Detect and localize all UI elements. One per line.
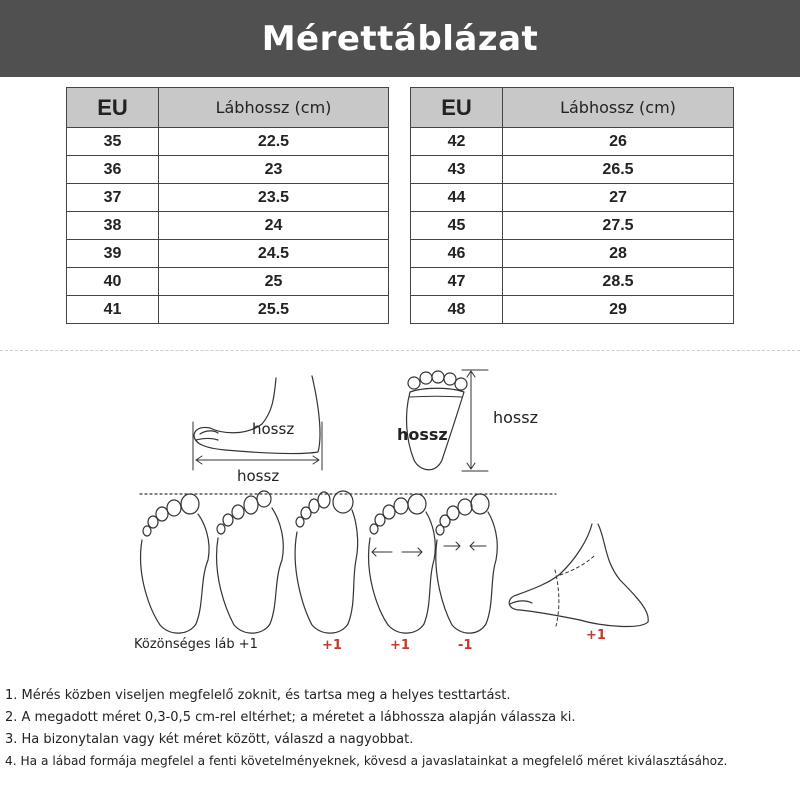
note-2: 2. A megadott méret 0,3-0,5 cm-rel eltérhet; a méretet a lábhossza alapján válassza ki. — [5, 710, 576, 725]
foot-length-cell: 23.5 — [159, 184, 389, 212]
eu-size-cell: 35 — [67, 128, 159, 156]
foot-length-cell: 26 — [503, 128, 734, 156]
adjust-label: +1 — [390, 638, 410, 653]
column-header-length: Lábhossz (cm) — [159, 88, 389, 128]
foot-length-cell: 25.5 — [159, 296, 389, 324]
eu-size-cell: 44 — [411, 184, 503, 212]
eu-size-cell: 36 — [67, 156, 159, 184]
eu-size-cell: 41 — [67, 296, 159, 324]
foot-length-cell: 24.5 — [159, 240, 389, 268]
eu-size-cell: 37 — [67, 184, 159, 212]
foot-length-cell: 28.5 — [503, 268, 734, 296]
foot-length-cell: 27.5 — [503, 212, 734, 240]
narrow-foot-outline-icon — [436, 494, 497, 633]
note-4: 4. Ha a lábad formája megfelel a fenti követelményeknek, kövesd a javaslatainkat a megfelelő méret kiválasztásához. — [5, 754, 728, 768]
greek-foot-outline-icon — [217, 491, 284, 633]
eu-size-cell: 43 — [411, 156, 503, 184]
high-instep-foot-icon — [509, 524, 648, 626]
eu-size-cell: 48 — [411, 296, 503, 324]
eu-size-cell: 47 — [411, 268, 503, 296]
column-header-length: Lábhossz (cm) — [503, 88, 734, 128]
foot-length-cell: 22.5 — [159, 128, 389, 156]
wide-foot-outline-icon — [369, 494, 436, 633]
foot-length-cell: 25 — [159, 268, 389, 296]
note-1: 1. Mérés közben viseljen megfelelő zoknit, és tartsa meg a helyes testtartást. — [5, 688, 511, 703]
foot-length-cell: 26.5 — [503, 156, 734, 184]
side-length-label: hossz — [252, 420, 295, 438]
foot-length-cell: 29 — [503, 296, 734, 324]
eu-size-cell: 42 — [411, 128, 503, 156]
page-title: Mérettáblázat — [261, 18, 539, 59]
adjust-label: +1 — [322, 638, 342, 653]
common-foot-outline-icon — [141, 494, 210, 633]
foot-length-cell: 24 — [159, 212, 389, 240]
adjust-label: +1 — [586, 628, 606, 643]
column-header-eu: EU — [411, 88, 503, 128]
foot-length-cell: 27 — [503, 184, 734, 212]
eu-size-cell: 38 — [67, 212, 159, 240]
column-header-eu: EU — [67, 88, 159, 128]
adjust-label: -1 — [458, 638, 473, 653]
eu-size-cell: 39 — [67, 240, 159, 268]
foot-length-cell: 23 — [159, 156, 389, 184]
note-3: 3. Ha bizonytalan vagy két méret között, válaszd a nagyobbat. — [5, 732, 414, 747]
foot-length-cell: 28 — [503, 240, 734, 268]
eu-size-cell: 45 — [411, 212, 503, 240]
sole-view-foot-icon — [407, 370, 488, 471]
square-foot-outline-icon — [295, 491, 358, 633]
eu-size-cell: 40 — [67, 268, 159, 296]
eu-size-cell: 46 — [411, 240, 503, 268]
bottom-length-label: hossz — [237, 467, 280, 485]
sole-length-label: hossz — [397, 425, 448, 444]
common-foot-label: Közönséges láb +1 — [134, 637, 258, 652]
vertical-length-label: hossz — [493, 408, 538, 427]
